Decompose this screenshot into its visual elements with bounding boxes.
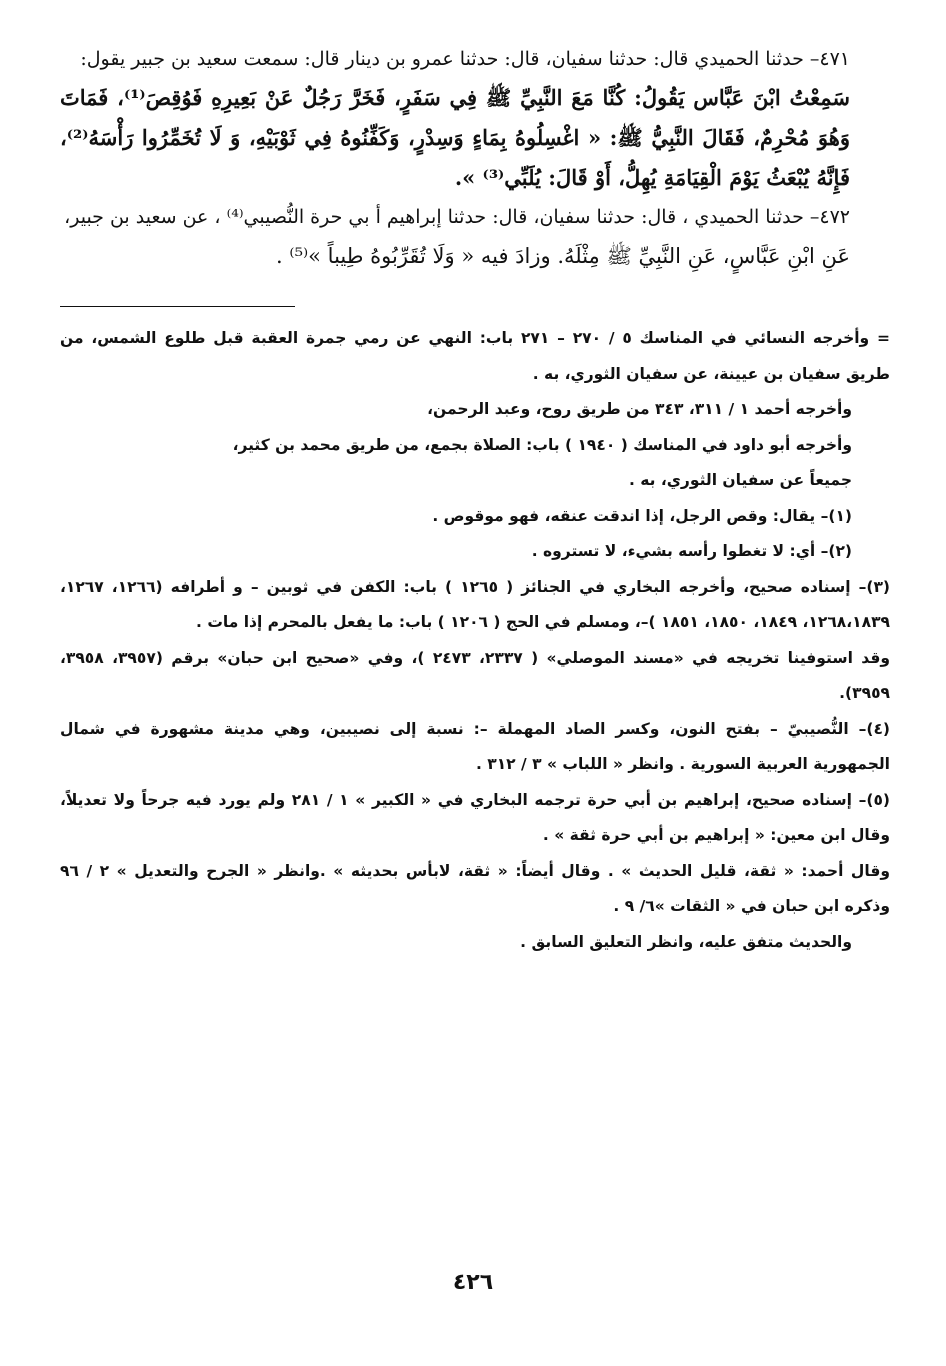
footnote-paragraph: وقد استوفينا تخريجه في «مسند الموصلي» ( ٢٣٣٧، ٢٤٧٣ )، وفي «صحيح ابن حبان» برقم (٣٩٥٧، ٣٩٥٨، ٣٩٥٩). — [60, 648, 890, 702]
footnote-paragraph: وأخرجه أحمد ١ / ٣١١، ٣٤٣ من طريق روح، وعبد الرحمن، — [427, 400, 852, 418]
footnote-1: (١)– يقال: وقص الرجل، إذا اندقت عنقه، فهو موقوص . — [432, 506, 852, 525]
page — [60, 40, 890, 960]
footnote-3: (٣)– إسناده صحيح، وأخرجه البخاري في الجنائز ( ١٢٦٥ ) باب: الكفن في ثوبين – و أطرافه (١٢٦٦، ١٢٦٧، ١٢٦٨،١٨٣٩، ١٨٤٩، ١٨٥٠، ١٨٥١ )–، ومسلم في الحج ( ١٢٠٦ ) باب: ما يفعل بالمحرم إذا مات . — [60, 577, 890, 631]
footnote-5: (٥)– إسناده صحيح، إبراهيم بن أبي حرة ترجمه البخاري في « الكبير » ١ / ٢٨١ ولم يورد فيه جرحاً ولا تعديلاً، وقال ابن معين: « إبراهيم بن أبي حرة ثقة » . — [60, 790, 890, 844]
footnote-2: (٢)– أي: لا تغطوا رأسه بشيء، لا تستروه . — [531, 542, 852, 560]
footnote-paragraph: = وأخرجه النسائي في المناسك ٥ / ٢٧٠ – ٢٧١ باب: النهي عن رمي جمرة العقبة قبل طلوع الشمس، من طريق سفيان بن عيينة، عن سفيان الثوري، به . — [60, 329, 890, 383]
footnotes — [60, 321, 890, 960]
page-number: ٤٢٦ — [452, 1270, 494, 1295]
footnote-paragraph: جميعاً عن سفيان الثوري، به . — [628, 471, 852, 489]
footnote-paragraph: وأخرجه أبو داود في المناسك ( ١٩٤٠ ) باب: الصلاة بجمع، من طريق محمد بن كثير، — [232, 435, 852, 454]
footnote-paragraph: وقال أحمد: « ثقة، قليل الحديث » . وقال أيضاً: « ثقة، لابأس بحديثه » .وانظر « الجرح والتعديل » ٢ / ٩٦ وذكره ابن حبان في « الثقات »٦/ ٩ . — [60, 861, 890, 915]
footnote-4: (٤)– النُّصيبيّ – بفتح النون، وكسر الصاد المهملة –: نسبة إلى نصيبين، وهي مدينة مشهورة في شمال الجمهورية العربية السورية . وانظر « اللباب » ٣ / ٣١٢ . — [60, 719, 890, 773]
hadith-471-matn: سَمِعْتُ ابْنَ عَبَّاس يَقُولُ: كُنَّا مَعَ النَّبِيِّ ﷺ فِي سَفَرٍ، فَخَرَّ رَجُلٌ عَنْ بَعِيرِهِ فَوُقِصَ⁽¹⁾، فَمَاتَ وَهُوَ مُحْرِمٌ، فَقَالَ النَّبِيُّ ﷺ: « اغْسِلُوهُ بِمَاءٍ وَسِدْرٍ، وَكَفِّنُوهُ فِي ثَوْبَيْهِ، وَ لَا تُخَمِّرُوا رَأْسَهُ⁽²⁾، فَإِنَّهُ يُبْعَثُ يَوْمَ الْقِيَامَةِ يُهِلُّ، أَوْ قَالَ: يُلَبِّي⁽³⁾ ». — [60, 85, 850, 190]
hadith-471-isnad: ٤٧١– حدثنا الحميدي قال: حدثنا سفيان، قال: حدثنا عمرو بن دينار قال: سمعت سعيد بن جبير يقول: — [80, 48, 850, 70]
hadith-472-matn: عَنِ ابْنِ عَبَّاسٍ، عَنِ النَّبِيِّ ﷺ مِثْلَهُ. وزادَ فيه « وَلَا تُقَرِّبُوهُ طِيباً »⁽⁵⁾ . — [276, 244, 850, 268]
main-text — [60, 40, 890, 276]
footnote-separator — [60, 306, 295, 307]
hadith-472-isnad: ٤٧٢– حدثنا الحميدي ، قال: حدثنا سفيان، قال: حدثنا إبراهيم أ بي حرة النُّصيبي⁽⁴⁾ ، عن سعيد بن جبير، — [64, 206, 850, 228]
footnote-paragraph: والحديث متفق عليه، وانظر التعليق السابق . — [520, 932, 852, 951]
